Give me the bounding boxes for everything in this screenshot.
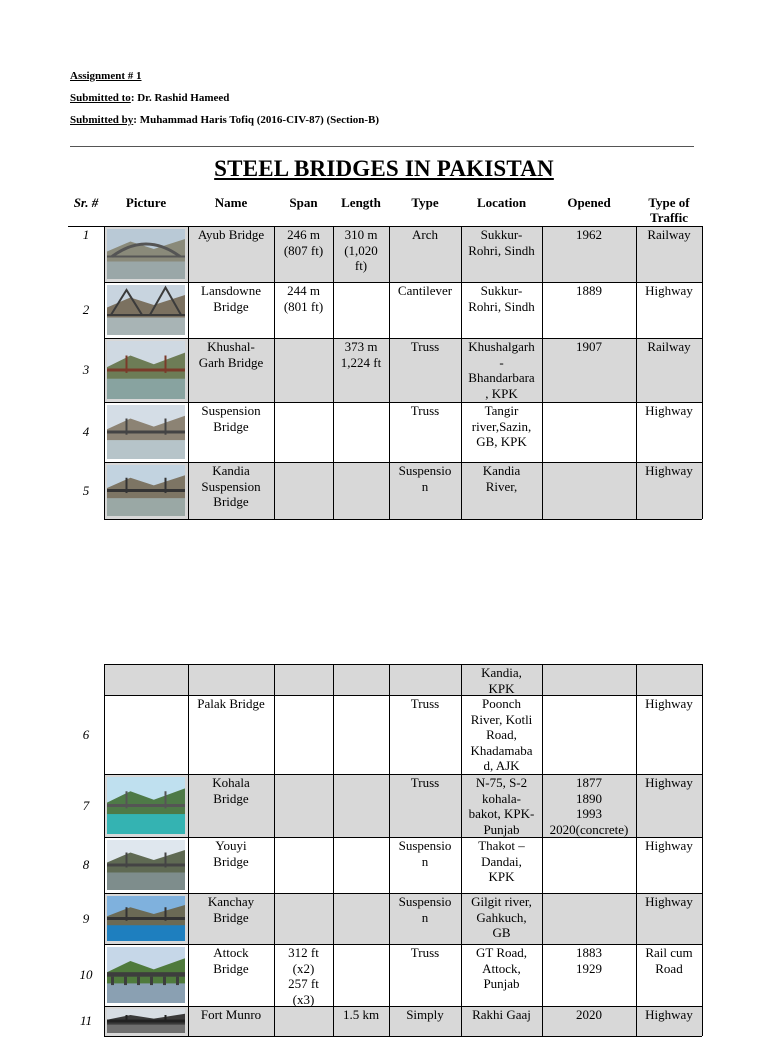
opened-header: Opened	[567, 195, 611, 210]
type-cell: Suspensio n	[398, 838, 452, 869]
name-cell: Palak Bridge	[197, 696, 265, 711]
location-cell: N-75, S-2 kohala- bakot, KPK- Punjab	[468, 775, 535, 837]
picture-header: Picture	[125, 195, 167, 210]
grid-line	[188, 664, 189, 1036]
span-header: Span	[289, 195, 318, 210]
length-cell	[333, 696, 389, 774]
grid-line	[104, 893, 702, 894]
opened-cell: 1907	[576, 339, 602, 354]
span-cell	[274, 696, 333, 774]
type-cell: Truss	[410, 403, 440, 418]
grid-line	[702, 226, 703, 519]
grid-line	[104, 837, 702, 838]
page-title: STEEL BRIDGES IN PAKISTAN	[214, 156, 554, 181]
location-cell: Sukkur- Rohri, Sindh	[468, 283, 535, 314]
serial-number: 2	[82, 302, 90, 317]
opened-cell	[542, 838, 636, 893]
traffic-cell: Highway	[645, 696, 693, 711]
grid-line	[333, 226, 334, 519]
location-cell: Gilgit river, Gahkuch, GB	[471, 894, 532, 940]
grid-line	[104, 226, 105, 519]
span-cell	[274, 463, 333, 519]
span-cell	[274, 665, 333, 695]
bridge-photo	[107, 341, 185, 399]
type-header: Type	[411, 195, 439, 210]
length-cell	[333, 838, 389, 893]
name-header: Name	[214, 195, 248, 210]
grid-line	[104, 664, 702, 665]
bridge-photo	[107, 405, 185, 459]
grid-line	[104, 462, 702, 463]
opened-cell: 1877 1890 1993 2020(concrete)	[549, 775, 629, 837]
name-cell: Kanchay Bridge	[207, 894, 255, 925]
location-cell: Kandia, KPK	[481, 665, 522, 695]
traffic-cell: Railway	[647, 227, 691, 242]
length-cell	[333, 945, 389, 1006]
type-cell	[389, 665, 461, 695]
grid-line	[188, 226, 189, 519]
opened-cell	[542, 463, 636, 519]
serial-number: 1	[82, 227, 90, 242]
grid-line	[104, 1006, 702, 1007]
serial-number: 9	[82, 910, 90, 926]
grid-line	[104, 664, 105, 1036]
serial-number: 7	[82, 797, 90, 813]
name-cell: Attock Bridge	[213, 945, 249, 976]
serial-number: 6	[82, 726, 90, 742]
traffic-cell: Highway	[645, 1007, 693, 1022]
location-cell: GT Road, Attock, Punjab	[475, 945, 528, 991]
grid-line	[461, 226, 462, 519]
grid-line	[542, 226, 543, 519]
length-cell	[333, 403, 389, 462]
traffic-cell: Highway	[645, 838, 693, 853]
serial-number: 4	[82, 424, 90, 439]
length-cell	[333, 894, 389, 944]
grid-line	[702, 664, 703, 1036]
type-cell: Simply	[406, 1007, 444, 1022]
bridge-photo	[107, 229, 185, 279]
grid-line	[104, 774, 702, 775]
length-cell	[333, 283, 389, 338]
type-cell: Arch	[412, 227, 438, 242]
grid-line	[274, 664, 275, 1036]
opened-cell	[542, 403, 636, 462]
serial-number: 3	[82, 362, 90, 377]
traffic-header: Type of Traffic	[648, 195, 690, 225]
submitted-by: Submitted by: Muhammad Haris Tofiq (2016-CIV-87) (Section-B)	[70, 114, 380, 126]
grid-line	[461, 664, 462, 1036]
type-cell: Truss	[410, 775, 440, 790]
name-cell: Kandia Suspension Bridge	[201, 463, 261, 509]
type-cell: Truss	[410, 696, 440, 711]
location-cell: Thakot – Dandai, KPK	[478, 838, 525, 884]
serial-number: 11	[79, 1013, 93, 1028]
location-cell: Poonch River, Kotli Road, Khadamaba d, AJK	[470, 696, 533, 773]
submitted-to: Submitted to: Dr. Rashid Hameed	[70, 92, 230, 104]
type-cell: Suspensio n	[398, 894, 452, 925]
grid-line	[274, 226, 275, 519]
bridge-photo	[107, 777, 185, 834]
traffic-cell: Highway	[645, 403, 693, 418]
span-cell: 312 ft (x2) 257 ft (x3)	[288, 945, 319, 1006]
length-cell: 310 m (1,020 ft)	[344, 227, 378, 273]
type-cell: Truss	[410, 339, 440, 354]
sr-header: Sr. #	[73, 195, 99, 210]
traffic-cell: Railway	[647, 339, 691, 354]
opened-cell: 2020	[576, 1007, 602, 1022]
grid-line	[104, 402, 702, 403]
grid-line	[389, 664, 390, 1036]
span-cell: 246 m (807 ft)	[283, 227, 324, 258]
bridge-photo	[107, 840, 185, 890]
type-cell: Truss	[410, 945, 440, 960]
serial-number: 8	[82, 857, 90, 872]
type-cell: Cantilever	[397, 283, 453, 298]
span-cell	[274, 339, 333, 402]
grid-line	[104, 226, 702, 227]
location-cell: Tangir river,Sazin, GB, KPK	[471, 403, 532, 449]
bridge-photo	[107, 896, 185, 941]
span-cell	[274, 1007, 333, 1036]
traffic-cell: Rail cum Road	[645, 945, 693, 976]
name-cell: Lansdowne Bridge	[201, 283, 261, 314]
traffic-cell	[636, 665, 702, 695]
opened-cell: 1889	[576, 283, 602, 298]
span-cell	[274, 403, 333, 462]
grid-line	[104, 519, 702, 520]
opened-cell	[542, 696, 636, 774]
span-cell	[274, 838, 333, 893]
location-cell: Khushalgarh - Bhandarbara , KPK	[468, 339, 535, 401]
grid-line	[333, 664, 334, 1036]
opened-cell: 1883 1929	[576, 945, 602, 976]
opened-cell	[542, 894, 636, 944]
length-cell	[333, 463, 389, 519]
bridge-photo	[107, 947, 185, 1003]
assignment-label: Assignment # 1	[70, 70, 142, 82]
traffic-cell: Highway	[645, 463, 693, 478]
span-cell: 244 m (801 ft)	[283, 283, 324, 314]
grid-line	[104, 282, 702, 283]
grid-line	[104, 695, 702, 696]
opened-cell: 1962	[576, 227, 602, 242]
location-cell: Rakhi Gaaj	[472, 1007, 531, 1022]
span-cell	[274, 894, 333, 944]
opened-cell	[542, 665, 636, 695]
grid-line	[104, 338, 702, 339]
bridge-photo	[107, 1009, 185, 1033]
name-cell	[188, 665, 274, 695]
name-cell: Ayub Bridge	[197, 227, 265, 242]
length-cell: 1.5 km	[342, 1007, 380, 1022]
traffic-cell: Highway	[645, 775, 693, 790]
grid-line	[542, 664, 543, 1036]
grid-line	[104, 944, 702, 945]
name-cell: Youyi Bridge	[213, 838, 249, 869]
name-cell: Kohala Bridge	[212, 775, 250, 806]
traffic-cell: Highway	[645, 894, 693, 909]
grid-line	[636, 226, 637, 519]
span-cell	[274, 775, 333, 837]
name-cell: Suspension Bridge	[201, 403, 261, 434]
serial-number: 5	[82, 482, 90, 498]
bridge-photo	[107, 285, 185, 335]
grid-line	[389, 226, 390, 519]
traffic-cell: Highway	[645, 283, 693, 298]
length-cell: 373 m 1,224 ft	[340, 339, 382, 370]
length-header: Length	[341, 195, 381, 210]
grid-line	[68, 226, 104, 227]
type-cell: Suspensio n	[398, 463, 452, 494]
location-header: Location	[476, 195, 527, 210]
length-cell	[333, 665, 389, 695]
location-cell: Kandia River,	[482, 463, 521, 494]
length-cell	[333, 775, 389, 837]
name-cell: Fort Munro	[200, 1007, 262, 1022]
serial-number: 10	[79, 967, 93, 982]
grid-line	[636, 664, 637, 1036]
location-cell: Sukkur- Rohri, Sindh	[468, 227, 535, 258]
divider	[70, 146, 694, 147]
bridge-photo	[107, 465, 185, 516]
name-cell: Khushal- Garh Bridge	[198, 339, 264, 370]
